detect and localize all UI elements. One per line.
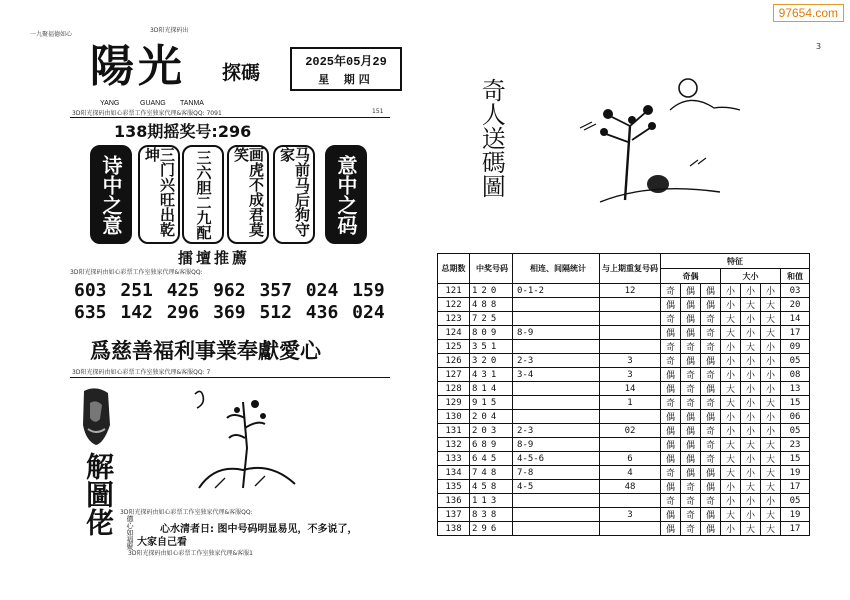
cell-odd-even: 偶 (661, 424, 681, 438)
code: 251 (120, 280, 153, 301)
section-divider (70, 377, 390, 378)
cell-issue: 124 (438, 326, 470, 340)
cell-size: 小 (761, 382, 781, 396)
code: 369 (213, 302, 246, 323)
cell-odd-even: 偶 (681, 438, 701, 452)
cell-odd-even: 奇 (701, 368, 721, 382)
cell-odd-even: 偶 (701, 466, 721, 480)
cell-gap (513, 312, 600, 326)
credits-line: 3D阳光探码由如心彩票工作室独家代理&客服QQ: 7091 (72, 110, 222, 117)
col-number-header: 中奖号码 (470, 254, 513, 284)
cell-repeat (600, 438, 661, 452)
cell-size: 小 (741, 312, 761, 326)
cell-issue: 123 (438, 312, 470, 326)
cell-size: 大 (761, 298, 781, 312)
cell-number: 725 (470, 312, 513, 326)
cell-odd-even: 奇 (681, 396, 701, 410)
poem-box-2: 三六胆二九配 (182, 145, 224, 244)
site-watermark[interactable]: 97654.com (773, 4, 844, 22)
cell-odd-even: 偶 (681, 312, 701, 326)
issue-label: 138期摇奖号: (114, 122, 218, 141)
cell-number: 113 (470, 494, 513, 508)
poem-box-left-title: 诗中之意 (90, 145, 132, 244)
cell-issue: 122 (438, 298, 470, 312)
cell-odd-even: 偶 (681, 424, 701, 438)
cell-gap (513, 508, 600, 522)
cell-gap: 7-8 (513, 466, 600, 480)
code: 357 (259, 280, 292, 301)
cell-odd-even: 偶 (701, 410, 721, 424)
cell-odd-even: 奇 (661, 494, 681, 508)
cell-odd-even: 偶 (701, 480, 721, 494)
cell-size: 大 (761, 452, 781, 466)
code: 425 (166, 280, 200, 301)
page-number: 151 (372, 108, 384, 115)
vertical-small-text: 德心如福聚 (126, 515, 134, 550)
cell-odd-even: 偶 (701, 508, 721, 522)
cell-odd-even: 偶 (661, 298, 681, 312)
cell-gap: 4-5-6 (513, 452, 600, 466)
romanization-2: GUANG (140, 100, 166, 107)
cell-size: 小 (761, 340, 781, 354)
table-row (438, 452, 810, 466)
cell-repeat: 48 (600, 480, 661, 494)
cell-size: 小 (741, 382, 761, 396)
stranger-sketch (570, 72, 745, 212)
cell-sum: 09 (781, 340, 810, 354)
cell-size: 小 (721, 368, 741, 382)
cell-sum: 20 (781, 298, 810, 312)
cell-size: 小 (761, 284, 781, 298)
cell-odd-even: 偶 (681, 466, 701, 480)
cell-size: 大 (761, 508, 781, 522)
cell-issue: 133 (438, 452, 470, 466)
cell-size: 小 (741, 354, 761, 368)
cell-sum: 17 (781, 522, 810, 536)
cell-repeat (600, 340, 661, 354)
table-row (438, 326, 810, 340)
cell-odd-even: 偶 (681, 284, 701, 298)
cell-repeat: 3 (600, 368, 661, 382)
table-row (438, 410, 810, 424)
cell-number: 203 (470, 424, 513, 438)
cell-number: 204 (470, 410, 513, 424)
brand-subtitle: 探碼 (222, 62, 261, 84)
cell-number: 296 (470, 522, 513, 536)
cell-size: 大 (721, 312, 741, 326)
cell-size: 小 (741, 508, 761, 522)
cell-sum: 19 (781, 466, 810, 480)
cell-size: 大 (741, 480, 761, 494)
code: 436 (305, 302, 339, 323)
cell-odd-even: 奇 (681, 340, 701, 354)
cell-odd-even: 奇 (681, 508, 701, 522)
poem-box-1: 三门兴旺出乾坤 (138, 145, 180, 244)
cell-size: 小 (761, 424, 781, 438)
cell-sum: 06 (781, 410, 810, 424)
cell-repeat (600, 312, 661, 326)
cell-sum: 17 (781, 326, 810, 340)
cell-size: 小 (761, 410, 781, 424)
cell-repeat (600, 298, 661, 312)
cell-size: 大 (721, 508, 741, 522)
cell-gap: 2-3 (513, 354, 600, 368)
cell-odd-even: 偶 (681, 452, 701, 466)
cell-size: 大 (761, 326, 781, 340)
code: 024 (305, 280, 339, 301)
cell-size: 小 (721, 298, 741, 312)
table-row (438, 466, 810, 480)
cell-odd-even: 偶 (661, 382, 681, 396)
draw-weekday: 星 期四 (318, 75, 374, 87)
cell-repeat: 14 (600, 382, 661, 396)
cell-repeat (600, 326, 661, 340)
cell-size: 大 (761, 396, 781, 410)
cell-issue: 138 (438, 522, 470, 536)
cell-repeat: 02 (600, 424, 661, 438)
cell-odd-even: 奇 (701, 494, 721, 508)
table-row (438, 424, 810, 438)
cell-size: 大 (741, 340, 761, 354)
credits-line-2: 3D阳光探码由如心彩票工作室独家代理&客服QQ: (70, 269, 203, 276)
brand-romanization (100, 90, 220, 109)
cell-size: 小 (741, 396, 761, 410)
cell-odd-even: 偶 (661, 326, 681, 340)
cell-repeat: 12 (600, 284, 661, 298)
cell-size: 大 (721, 396, 741, 410)
table-row (438, 438, 810, 452)
cell-number: 915 (470, 396, 513, 410)
cell-size: 小 (721, 424, 741, 438)
portrait-image (78, 385, 114, 447)
cell-gap: 4-5 (513, 480, 600, 494)
cell-gap (513, 382, 600, 396)
col-oddeven-header: 奇偶 (661, 269, 721, 284)
cell-issue: 134 (438, 466, 470, 480)
table-row (438, 480, 810, 494)
cell-repeat (600, 522, 661, 536)
cell-odd-even: 偶 (661, 480, 681, 494)
cell-size: 大 (721, 382, 741, 396)
col-feature-header: 特征 (661, 254, 810, 269)
cell-issue: 129 (438, 396, 470, 410)
cell-size: 小 (741, 326, 761, 340)
cell-size: 大 (761, 466, 781, 480)
cell-odd-even: 奇 (681, 368, 701, 382)
cell-number: 120 (470, 284, 513, 298)
cell-odd-even: 奇 (701, 424, 721, 438)
cell-size: 小 (721, 494, 741, 508)
code: 296 (166, 302, 200, 323)
cell-gap: 8-9 (513, 438, 600, 452)
cell-size: 大 (741, 298, 761, 312)
cell-size: 小 (741, 466, 761, 480)
table-body (438, 284, 810, 536)
cell-odd-even: 奇 (701, 326, 721, 340)
cell-sum: 05 (781, 424, 810, 438)
cell-size: 小 (761, 368, 781, 382)
cell-odd-even: 偶 (701, 382, 721, 396)
cell-number: 689 (470, 438, 513, 452)
promo-title: 擂壇推薦 (178, 249, 251, 267)
cell-sum: 15 (781, 396, 810, 410)
cell-issue: 130 (438, 410, 470, 424)
cell-size: 小 (741, 368, 761, 382)
cell-gap (513, 340, 600, 354)
cell-number: 488 (470, 298, 513, 312)
cell-repeat: 1 (600, 396, 661, 410)
cell-size: 小 (721, 522, 741, 536)
table-row (438, 508, 810, 522)
cell-repeat: 3 (600, 354, 661, 368)
cell-odd-even: 奇 (661, 466, 681, 480)
code: 024 (352, 302, 385, 323)
table-row (438, 298, 810, 312)
riddle-line-2: 大家自己看 (137, 537, 187, 548)
cell-odd-even: 奇 (701, 452, 721, 466)
cell-repeat: 4 (600, 466, 661, 480)
cell-gap (513, 522, 600, 536)
cell-number: 809 (470, 326, 513, 340)
riddle-line-1: 心水清者日: 图中号码明显易见，不多说了， (160, 524, 358, 535)
romanization-3: TANMA (180, 100, 204, 107)
cell-gap (513, 298, 600, 312)
cell-issue: 136 (438, 494, 470, 508)
table-row (438, 368, 810, 382)
romanization-1: YANG (100, 100, 120, 107)
table-row (438, 382, 810, 396)
cell-odd-even: 偶 (681, 326, 701, 340)
cell-sum: 13 (781, 382, 810, 396)
cell-repeat (600, 494, 661, 508)
charity-slogan: 爲慈善福利事業奉獻愛心 (90, 338, 321, 363)
code: 635 (74, 302, 107, 323)
cell-odd-even: 偶 (661, 368, 681, 382)
cell-number: 838 (470, 508, 513, 522)
cell-odd-even: 偶 (701, 354, 721, 368)
cell-number: 431 (470, 368, 513, 382)
cell-gap (513, 494, 600, 508)
cell-gap (513, 396, 600, 410)
cell-issue: 125 (438, 340, 470, 354)
cell-number: 351 (470, 340, 513, 354)
cell-odd-even: 奇 (661, 354, 681, 368)
cell-size: 大 (741, 522, 761, 536)
cell-number: 320 (470, 354, 513, 368)
cell-issue: 126 (438, 354, 470, 368)
cell-odd-even: 偶 (661, 522, 681, 536)
col-sum-header: 和值 (781, 269, 810, 284)
cell-size: 小 (721, 284, 741, 298)
col-repeat-header: 与上期重复号码 (600, 254, 661, 284)
cell-gap (513, 410, 600, 424)
issue-line (114, 119, 251, 142)
cell-odd-even: 偶 (661, 508, 681, 522)
top-left-tiny-text: 一九聚福德如心 (30, 31, 73, 38)
cell-issue: 132 (438, 438, 470, 452)
cell-sum: 14 (781, 312, 810, 326)
cell-repeat: 3 (600, 508, 661, 522)
cell-size: 大 (721, 452, 741, 466)
table-row (438, 340, 810, 354)
right-title: 奇人送碼圖 (477, 78, 506, 198)
table-row (438, 522, 810, 536)
cell-repeat (600, 410, 661, 424)
cell-issue: 121 (438, 284, 470, 298)
cell-number: 814 (470, 382, 513, 396)
cell-sum: 15 (781, 452, 810, 466)
table-row (438, 494, 810, 508)
cell-sum: 05 (781, 354, 810, 368)
cell-odd-even: 偶 (661, 410, 681, 424)
poem-box-right-title: 意中之码 (325, 145, 367, 244)
poem-box-3: 画虎不成君莫笑 (227, 145, 269, 244)
jie-tu-title: 解圖佬 (82, 452, 115, 536)
cell-gap: 2-3 (513, 424, 600, 438)
cell-odd-even: 奇 (681, 480, 701, 494)
cell-odd-even: 奇 (661, 312, 681, 326)
code: 142 (120, 302, 153, 323)
cell-odd-even: 偶 (701, 522, 721, 536)
cell-size: 小 (741, 494, 761, 508)
cell-size: 小 (761, 354, 781, 368)
cell-odd-even: 偶 (681, 298, 701, 312)
table-row (438, 312, 810, 326)
brand-title: 陽光 (90, 41, 186, 92)
cell-size: 小 (721, 410, 741, 424)
cell-odd-even: 奇 (661, 396, 681, 410)
cell-odd-even: 奇 (681, 522, 701, 536)
cell-issue: 127 (438, 368, 470, 382)
cell-odd-even: 偶 (701, 298, 721, 312)
table-row (438, 284, 810, 298)
code: 512 (259, 302, 292, 323)
cell-odd-even: 偶 (661, 452, 681, 466)
cell-issue: 135 (438, 480, 470, 494)
cell-gap: 3-4 (513, 368, 600, 382)
cell-size: 小 (761, 494, 781, 508)
cell-issue: 137 (438, 508, 470, 522)
cell-odd-even: 奇 (701, 396, 721, 410)
cell-odd-even: 奇 (681, 382, 701, 396)
draw-history-table (437, 253, 810, 536)
cell-gap: 8-9 (513, 326, 600, 340)
col-gap-header: 相连、间隔统计 (513, 254, 600, 284)
table-row (438, 396, 810, 410)
draw-date: 2025年05月29 (305, 55, 387, 69)
issue-number: 296 (217, 122, 252, 141)
cell-odd-even: 奇 (701, 340, 721, 354)
col-size-header: 大小 (721, 269, 781, 284)
cell-sum: 17 (781, 480, 810, 494)
cell-size: 小 (721, 354, 741, 368)
credits-line-4: 3D阳光探码由如心彩票工作室独家代理&客服QQ: (120, 509, 253, 516)
poem-box-4: 马前马后狗守家 (273, 145, 315, 244)
cell-number: 748 (470, 466, 513, 480)
cell-sum: 23 (781, 438, 810, 452)
cell-size: 小 (741, 452, 761, 466)
cell-odd-even: 奇 (661, 284, 681, 298)
cell-size: 大 (761, 522, 781, 536)
cell-number: 458 (470, 480, 513, 494)
cell-size: 大 (741, 438, 761, 452)
cell-size: 大 (721, 326, 741, 340)
top-mid-tiny-text: 3D阳光探码出 (150, 27, 189, 34)
header-divider (70, 117, 390, 118)
cell-size: 小 (741, 410, 761, 424)
cell-sum: 08 (781, 368, 810, 382)
cell-sum: 03 (781, 284, 810, 298)
cell-odd-even: 偶 (681, 354, 701, 368)
cell-size: 小 (721, 480, 741, 494)
credits-line-3: 3D阳光探码由如心彩票工作室独家代理&客服QQ: 7 (72, 369, 211, 376)
recommended-codes-row-1 (74, 280, 385, 301)
cell-size: 大 (721, 466, 741, 480)
cell-odd-even: 奇 (661, 340, 681, 354)
cell-size: 小 (721, 340, 741, 354)
tree-sketch (185, 388, 305, 498)
cell-odd-even: 奇 (701, 438, 721, 452)
cell-size: 小 (741, 284, 761, 298)
cell-size: 大 (761, 480, 781, 494)
cell-sum: 19 (781, 508, 810, 522)
cell-size: 大 (761, 312, 781, 326)
col-issue-header: 总期数 (438, 254, 470, 284)
cell-odd-even: 奇 (701, 312, 721, 326)
cell-number: 645 (470, 452, 513, 466)
cell-repeat: 6 (600, 452, 661, 466)
date-box (290, 47, 402, 91)
cell-issue: 128 (438, 382, 470, 396)
cell-odd-even: 奇 (681, 494, 701, 508)
credits-bottom: 3D阳光探码由如心彩票工作室独家代理&客服1 (128, 550, 253, 557)
cell-size: 小 (741, 424, 761, 438)
cell-sum: 05 (781, 494, 810, 508)
cell-size: 大 (721, 438, 741, 452)
recommended-codes-row-2 (74, 302, 385, 323)
cell-issue: 131 (438, 424, 470, 438)
cell-odd-even: 偶 (701, 284, 721, 298)
cell-size: 大 (761, 438, 781, 452)
code: 159 (352, 280, 385, 301)
cell-gap: 0-1-2 (513, 284, 600, 298)
cell-odd-even: 偶 (661, 438, 681, 452)
code: 603 (74, 280, 107, 301)
code: 962 (213, 280, 246, 301)
table-row (438, 354, 810, 368)
cell-odd-even: 偶 (681, 410, 701, 424)
right-page-mark: 3 (816, 42, 822, 51)
